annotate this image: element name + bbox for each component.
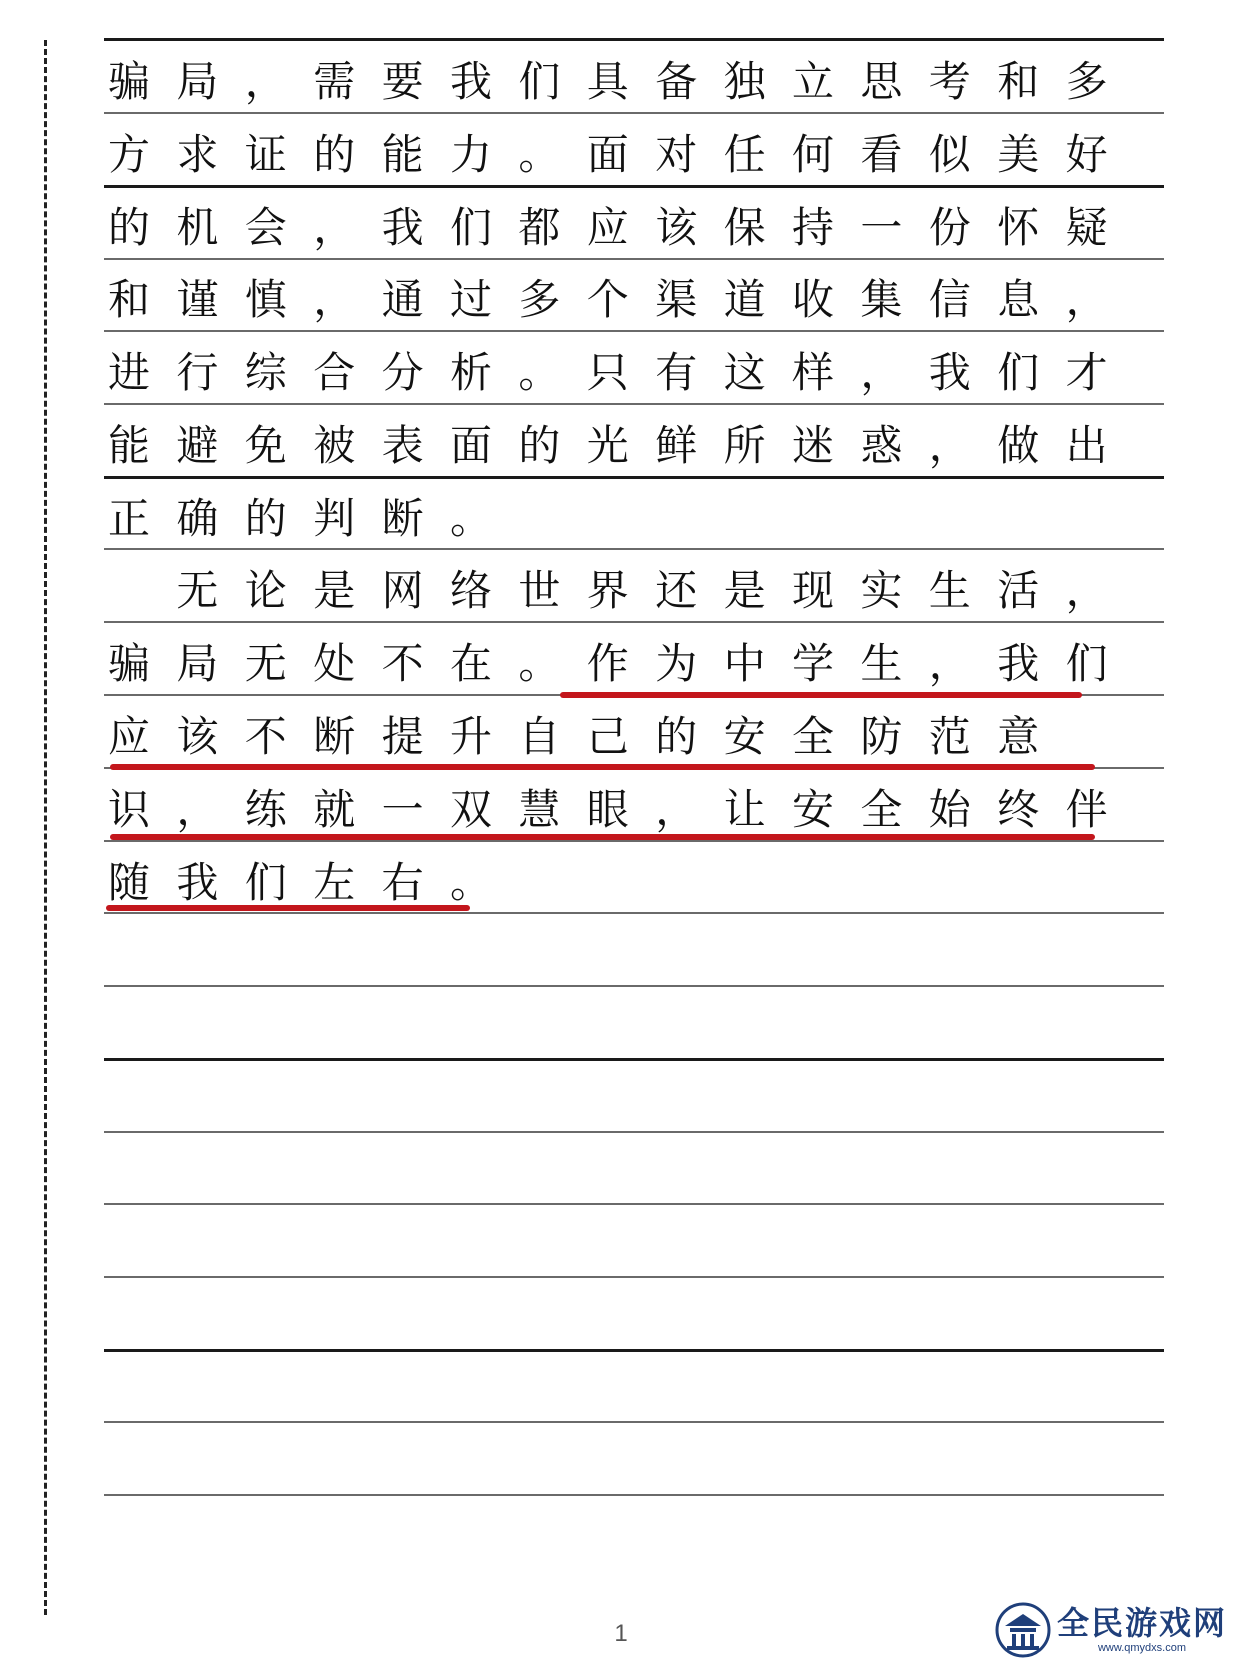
ruled-line xyxy=(104,1203,1164,1205)
text-line: 的机会，我们都应该保持一份怀疑 xyxy=(108,203,1135,252)
temple-logo-icon xyxy=(995,1602,1051,1658)
text-line: 进行综合分析。只有这样，我们才 xyxy=(108,348,1135,397)
text-line: 应该不断提升自己的安全防范意 xyxy=(108,712,1066,761)
text-line: 无论是网络世界还是现实生活， xyxy=(108,566,1135,615)
ruled-line xyxy=(104,1421,1164,1423)
watermark xyxy=(995,1600,1235,1660)
text-line: 随我们左右。 xyxy=(108,858,519,907)
watermark-url: www.qmydxs.com xyxy=(1097,1642,1187,1654)
ruled-line xyxy=(104,1058,1164,1061)
ruled-line xyxy=(104,1131,1164,1133)
ruled-line xyxy=(104,985,1164,987)
ruled-line xyxy=(104,1276,1164,1278)
text-line: 和谨慎，通过多个渠道收集信息， xyxy=(108,275,1135,324)
text-line: 能避免被表面的光鲜所迷惑，做出 xyxy=(108,421,1135,470)
ruled-line xyxy=(104,1494,1164,1496)
text-line: 骗局，需要我们具备独立思考和多 xyxy=(108,57,1135,106)
ruled-line xyxy=(104,38,1164,41)
text-line: 方求证的能力。面对任何看似美好 xyxy=(108,130,1135,179)
ruled-line xyxy=(104,1349,1164,1352)
text-line: 正确的判断。 xyxy=(108,494,519,543)
text-line: 识，练就一双慧眼，让安全始终伴 xyxy=(108,785,1135,834)
page-number: 1 xyxy=(614,1620,628,1647)
margin-line xyxy=(44,40,47,1615)
text-line: 骗局无处不在。作为中学生，我们 xyxy=(108,639,1135,688)
watermark-title: 全民游戏网 xyxy=(1057,1604,1228,1642)
